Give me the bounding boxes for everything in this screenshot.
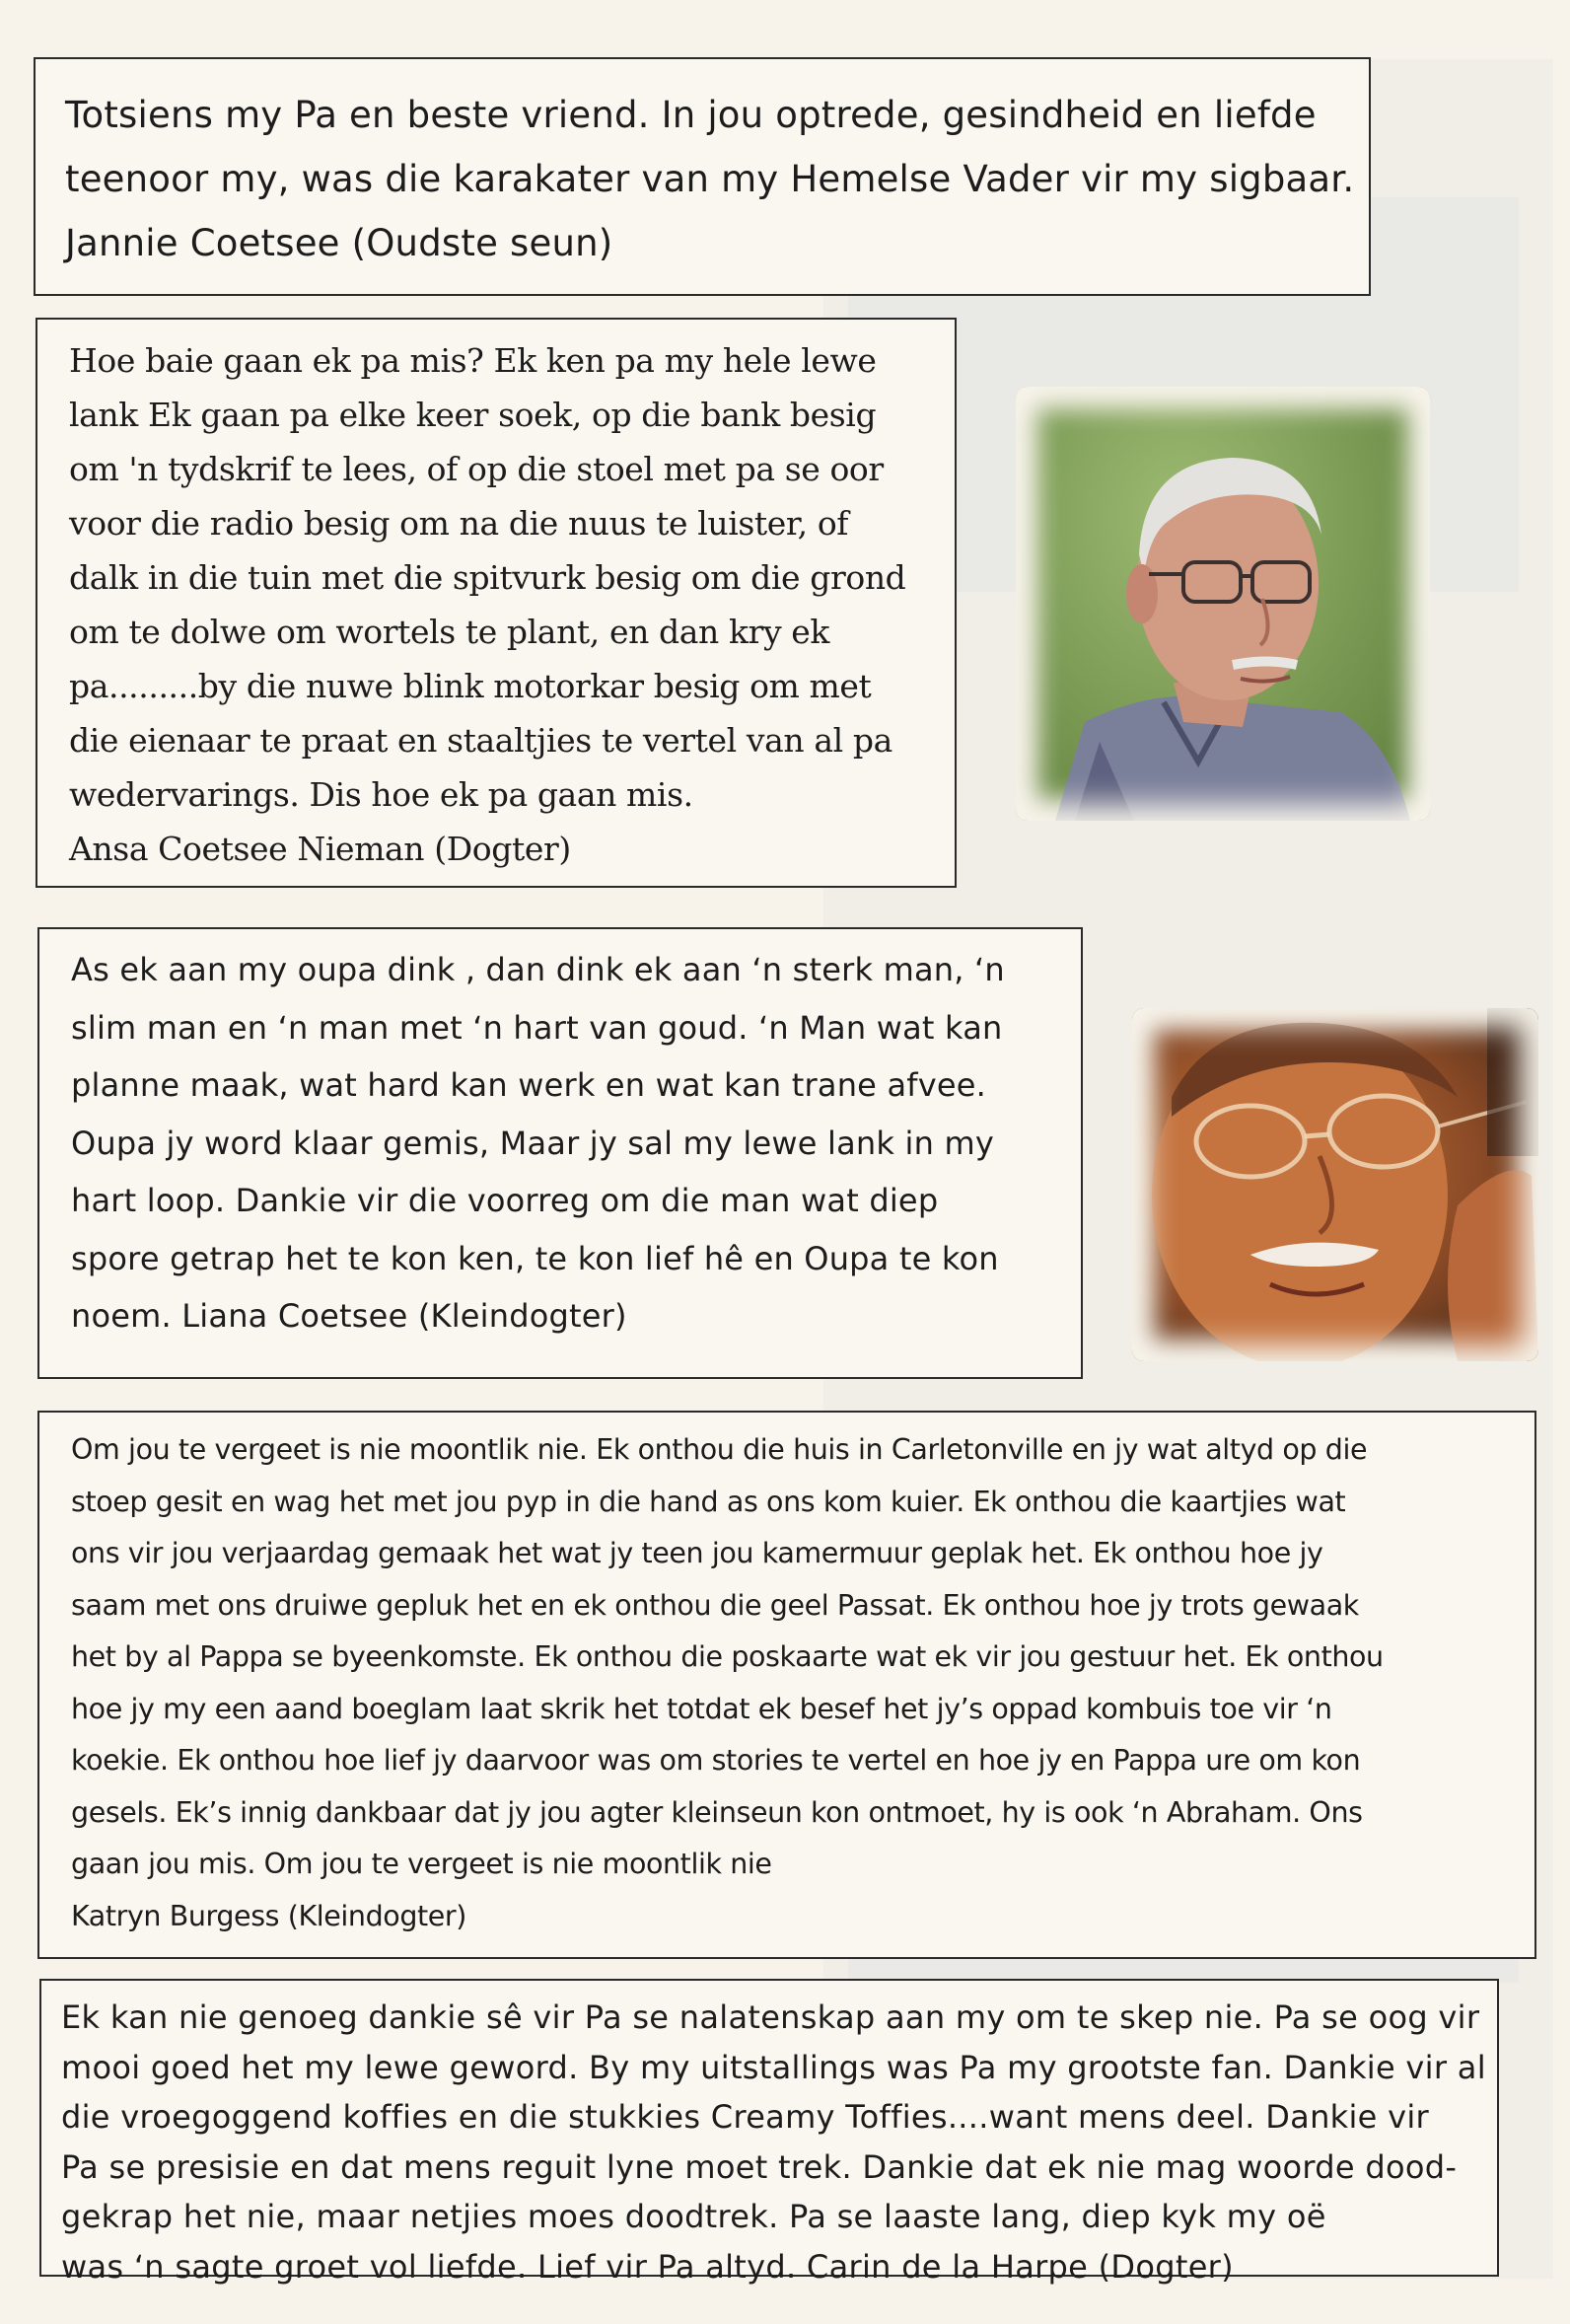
tribute-signature: noem. Liana Coetsee (Kleindogter): [71, 1297, 627, 1335]
tribute-line: slim man en ‘n man met ‘n hart van goud. ‘n Man wat kan: [71, 1008, 1003, 1047]
tribute-line: teenoor my, was die karakater van my Hemelse Vader vir my sigbaar.: [65, 158, 1355, 200]
tribute-line: spore getrap het te kon ken, te kon lief hê en Oupa te kon: [71, 1239, 999, 1277]
tribute-signature: Ansa Coetsee Nieman (Dogter): [69, 830, 571, 868]
tribute-signature: Jannie Coetsee (Oudste seun): [65, 222, 613, 264]
photo-grandfather-outdoors: [1016, 387, 1430, 821]
tribute-line: pa.........by die nuwe blink motorkar besig om met: [69, 667, 872, 705]
tribute-line: hoe jy my een aand boeglam laat skrik het totdat ek besef het jy’s oppad kombuis toe vir ‘n: [71, 1692, 1332, 1725]
tribute-line: ons vir jou verjaardag gemaak het wat jy teen jou kamermuur geplak het. Ek onthou hoe jy: [71, 1537, 1323, 1569]
tribute-signature: was ‘n sagte groet vol liefde. Lief vir Pa altyd. Carin de la Harpe (Dogter): [61, 2247, 1234, 2286]
tribute-jannie-coetsee: [34, 57, 1371, 296]
photo-vignette: [1132, 1008, 1538, 1361]
tribute-line: lank Ek gaan pa elke keer soek, op die bank besig: [69, 396, 877, 434]
tribute-line: koekie. Ek onthou hoe lief jy daarvoor was om stories te vertel en hoe jy en Pappa ure om kon: [71, 1744, 1361, 1777]
photo-grandfather-closeup: [1132, 1008, 1538, 1361]
tribute-line: die eienaar te praat en staaltjies te vertel van al pa: [69, 721, 892, 760]
tribute-ansa-coetsee-nieman: [36, 318, 957, 888]
tribute-line: Oupa jy word klaar gemis, Maar jy sal my lewe lank in my: [71, 1124, 994, 1162]
tribute-line: voor die radio besig om na die nuus te luister, of: [69, 504, 849, 543]
tribute-signature: Katryn Burgess (Kleindogter): [71, 1899, 466, 1932]
tribute-line: mooi goed het my lewe geword. By my uitstallings was Pa my grootste fan. Dankie vir al: [61, 2048, 1486, 2086]
tribute-line: Om jou te vergeet is nie moontlik nie. Ek onthou die huis in Carletonville en jy wat altyd op die: [71, 1433, 1368, 1466]
tribute-line: Pa se presisie en dat mens reguit lyne moet trek. Dankie dat ek nie mag woorde dood-: [61, 2147, 1458, 2186]
tribute-line: planne maak, wat hard kan werk en wat kan trane afvee.: [71, 1066, 987, 1104]
tribute-katryn-burgess: [37, 1411, 1536, 1959]
tribute-line: gekrap het nie, maar netjies moes doodtrek. Pa se laaste lang, diep kyk my oë: [61, 2198, 1326, 2235]
tribute-line: Hoe baie gaan ek pa mis? Ek ken pa my hele lewe: [69, 341, 877, 380]
tribute-line: dalk in die tuin met die spitvurk besig om die grond: [69, 558, 906, 597]
tribute-line: gesels. Ek’s innig dankbaar dat jy jou agter kleinseun kon ontmoet, hy is ook ‘n Abraham. Ons: [71, 1795, 1363, 1829]
tribute-line: hart loop. Dankie vir die voorreg om die man wat diep: [71, 1182, 939, 1219]
photo-vignette: [1016, 387, 1430, 821]
tribute-line: Ek kan nie genoeg dankie sê vir Pa se nalatenskap aan my om te skep nie. Pa se oog vir: [61, 1998, 1480, 2036]
tribute-line: wedervarings. Dis hoe ek pa gaan mis.: [69, 775, 693, 814]
tribute-carin-de-la-harpe: [39, 1979, 1499, 2286]
tribute-line: As ek aan my oupa dink , dan dink ek aan ‘n sterk man, ‘n: [71, 951, 1005, 988]
tribute-line: het by al Pappa se byeenkomste. Ek onthou die poskaarte wat ek vir jou gestuur het. Ek onthou: [71, 1640, 1384, 1673]
tribute-line: om 'n tydskrif te lees, of op die stoel met pa se oor: [69, 450, 884, 488]
tribute-line: stoep gesit en wag het met jou pyp in die hand as ons kom kuier. Ek onthou die kaartjies wat: [71, 1485, 1346, 1518]
tribute-line: die vroegoggend koffies en die stukkies Creamy Toffies....want mens deel. Dankie vir: [61, 2098, 1430, 2136]
tribute-line: saam met ons druiwe gepluk het en ek onthou die geel Passat. Ek onthou hoe jy trots gewaak: [71, 1588, 1359, 1622]
tribute-line: om te dolwe om wortels te plant, en dan kry ek: [69, 613, 830, 651]
tribute-line: gaan jou mis. Om jou te vergeet is nie moontlik nie: [71, 1848, 772, 1880]
tribute-liana-coetsee: [37, 927, 1083, 1379]
tribute-line: Totsiens my Pa en beste vriend. In jou optrede, gesindheid en liefde: [65, 94, 1317, 136]
